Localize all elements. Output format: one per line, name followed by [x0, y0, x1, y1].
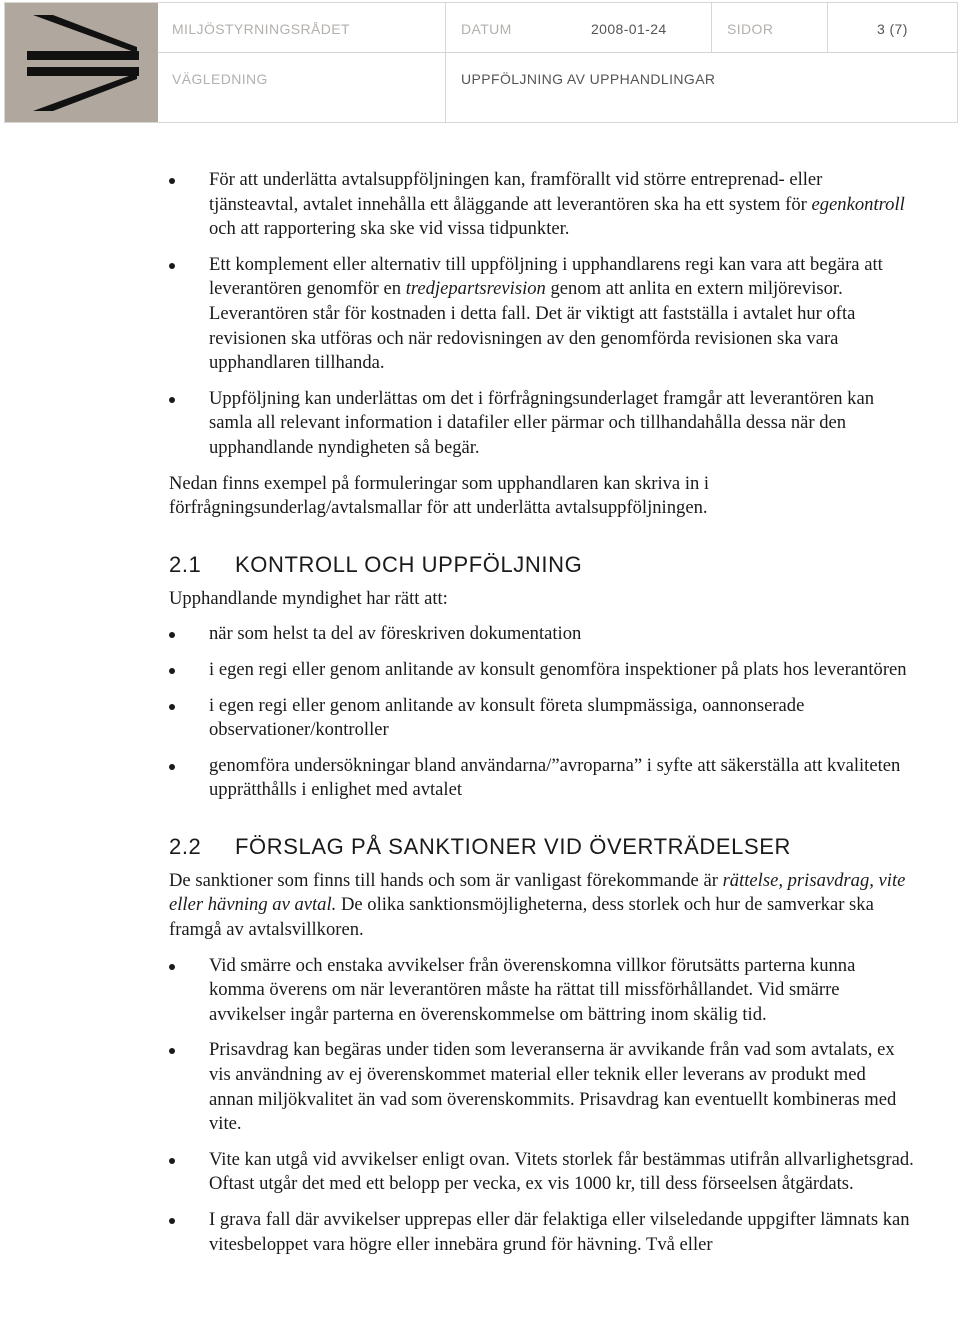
pages-label: SIDOR: [727, 21, 774, 37]
list-item: Vid smärre och enstaka avvikelser från överenskomna villkor förutsätts parterna kunna komma överens om när leverantören måste ha rättat till missförhållandet. Vid smärre avvikelser ingår parterna en överenskommelse om bättring inom skälig tid.: [169, 954, 914, 1028]
doc-title: UPPFÖLJNING AV UPPHANDLINGAR: [461, 71, 716, 87]
section-lead: De sanktioner som finns till hands och som är vanligast förekommande är rättelse, prisavdrag, vite eller hävning av avtal. De olika sanktionsmöjligheterna, dess storlek och hur de samverkar ska framgå av avtalsvillkoren.: [169, 869, 906, 941]
logo: [5, 3, 158, 122]
list-item: genomföra undersökningar bland användarna/”avroparna” i syfte att säkerställa att kvaliteten upprätthålls i enlighet med avtalet: [169, 754, 914, 803]
list-item: när som helst ta del av föreskriven dokumentation: [169, 622, 914, 647]
section-heading: 2.2 FÖRSLAG PÅ SANKTIONER VID ÖVERTRÄDELSER: [169, 833, 792, 859]
list-item: I grava fall där avvikelser upprepas eller där felaktiga eller vilseledande uppgifter lämnats kan vitesbeloppet vara högre eller innebära grund för hävning. Två eller: [169, 1208, 914, 1257]
section-lead: Upphandlande myndighet har rätt att:: [169, 587, 448, 609]
rights-bullet-list: [169, 622, 914, 803]
intro-paragraph: Nedan finns exempel på formuleringar som upphandlaren kan skriva in i förfrågningsunderlag/avtalsmallar för att underlätta avtalsuppföljningen.: [169, 472, 710, 519]
doc-type: VÄGLEDNING: [172, 71, 268, 87]
date-label: DATUM: [461, 21, 512, 37]
document-body: [169, 168, 914, 1257]
intro-bullet-list: [169, 168, 914, 461]
list-item: Prisavdrag kan begäras under tiden som leveranserna är avvikande från vad som avtalats, ex vis användning av ej överenskommet material eller teknik eller leverans av produkt med annan miljökvalitet än vad som överenskommits. Prisavdrag kan eventuellt kombineras med vite.: [169, 1038, 914, 1136]
document-header: [4, 2, 958, 123]
list-item: i egen regi eller genom anlitande av konsult genomföra inspektioner på plats hos leverantören: [169, 658, 914, 683]
list-item: i egen regi eller genom anlitande av konsult företa slumpmässiga, oannonserade observationer/kontroller: [169, 694, 914, 743]
list-item: Uppföljning kan underlättas om det i förfrågningsunderlaget framgår att leverantören kan samla all relevant information i datafiler eller pärmar och tillhandahålla dessa när den upphandlande nyndigheten så begär.: [169, 387, 914, 461]
section-heading: 2.1 KONTROLL OCH UPPFÖLJNING: [169, 551, 583, 577]
pages-value: 3 (7): [877, 21, 908, 37]
list-item: Ett komplement eller alternativ till uppföljning i upphandlarens regi kan vara att begära att leverantören genomför en tredjepartsrevision genom att anlita en extern miljörevisor. Leverantören står för kostnaden i detta fall. Det är viktigt att fastställa i avtalet hur ofta revisionen ska utföras och när redovisningen av den genomförda revisionen ska vara upphandlaren tillhanda.: [169, 253, 914, 376]
org-label: MILJÖSTYRNINGSRÅDET: [172, 21, 350, 37]
list-item: För att underlätta avtalsuppföljningen kan, framförallt vid större entreprenad- eller tjänsteavtal, avtalet innehålla ett åläggande att leverantören ska ha ett system för egenkontroll och att rapportering ska ske vid vissa tidpunkter.: [169, 168, 914, 242]
list-item: Vite kan utgå vid avvikelser enligt ovan. Vitets storlek får bestämmas utifrån allvarlighetsgrad. Oftast utgår det med ett belopp per vecka, ex vis 1000 kr, till dess förseelsen åtgärdats.: [169, 1148, 914, 1197]
date-value: 2008-01-24: [591, 21, 667, 37]
logo-mark-icon: [25, 13, 141, 113]
sanctions-bullet-list: [169, 954, 914, 1258]
